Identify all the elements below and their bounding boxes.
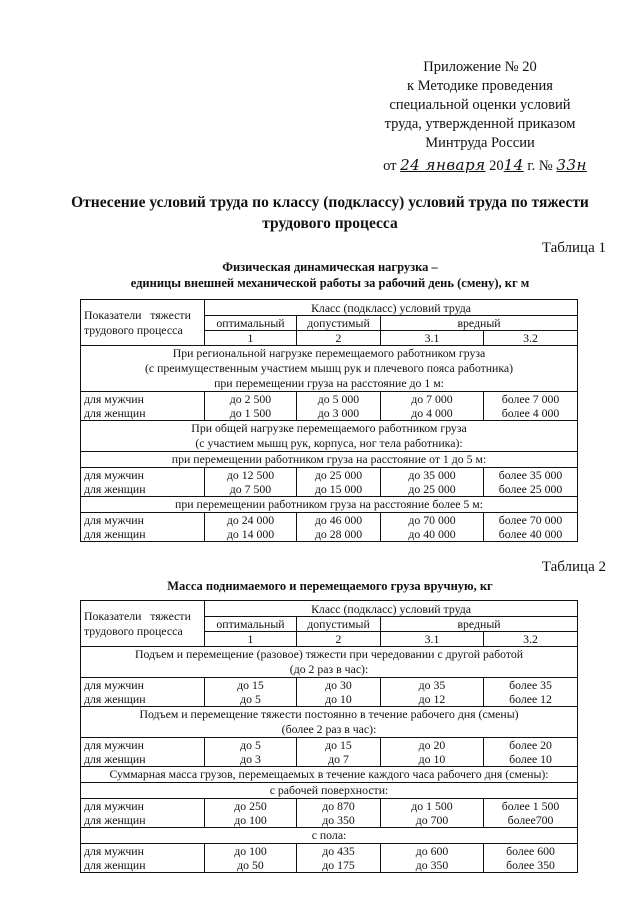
appendix-line: Приложение № 20	[423, 59, 537, 75]
table1-label: Таблица 1	[541, 240, 606, 256]
col-number-1: 1	[205, 331, 297, 346]
row-label-women: для женщин	[84, 813, 146, 827]
cell-value: более 350	[506, 858, 555, 872]
cell-value: до 5	[240, 692, 261, 706]
cell-value: до 7	[328, 752, 349, 766]
cell-value: до 600	[415, 844, 449, 858]
table2-label: Таблица 2	[541, 559, 606, 575]
cell-value: до 7 000	[411, 392, 453, 406]
cell-value: до 1 500	[411, 799, 453, 813]
order-year-handwritten: 14	[503, 156, 524, 174]
cell-value: до 12 500	[226, 468, 275, 482]
cell-value: до 4 000	[411, 406, 453, 420]
appendix-line: труда, утвержденной приказом	[384, 116, 576, 132]
cell-value: более 20	[509, 738, 552, 752]
col-number-3-1: 3.1	[381, 632, 484, 647]
appendix-header	[360, 58, 600, 153]
cell-value: до 25 000	[408, 482, 456, 496]
table-row	[81, 468, 578, 497]
section-title-line: (до 2 раз в час):	[289, 662, 369, 676]
section-subtitle: при перемещении работником груза на расстояние от 1 до 5 м:	[81, 452, 578, 468]
cell-value: до 24 000	[226, 513, 275, 527]
cell-value: до 100	[234, 844, 267, 858]
col-number-3-1: 3.1	[381, 331, 484, 346]
cell-value: более 35 000	[498, 468, 563, 482]
cell-value: до 10	[325, 692, 352, 706]
cell-value: до 40 000	[408, 527, 456, 541]
cell-value: до 175	[322, 858, 355, 872]
row-label-women: для женщин	[84, 406, 146, 420]
table-row	[81, 513, 578, 542]
col-harmful: вредный	[381, 617, 578, 632]
cell-value: до 50	[237, 858, 264, 872]
cell-value: до 70 000	[408, 513, 456, 527]
col-acceptable: допустимый	[297, 316, 381, 331]
table1-indicator-header	[81, 300, 205, 346]
table-row	[81, 799, 578, 828]
row-label-men: для мужчин	[84, 799, 144, 813]
indicator-header-line1: Показатели тяжести	[84, 608, 191, 623]
table-row	[81, 678, 578, 707]
table1-caption-line1: Физическая динамическая нагрузка –	[222, 260, 438, 274]
cell-value: более 40 000	[498, 527, 563, 541]
row-label-women: для женщин	[84, 692, 146, 706]
col-harmful: вредный	[381, 316, 578, 331]
document-title: Отнесение условий труда по классу (подклассу) условий труда по тяжести трудового процесса	[71, 194, 589, 232]
cell-value: до 250	[234, 799, 267, 813]
col-number-1: 1	[205, 632, 297, 647]
section-title-line: При общей нагрузке перемещаемого работником груза	[191, 421, 467, 435]
section-subtitle: с рабочей поверхности:	[81, 783, 578, 799]
cell-value: более 25 000	[498, 482, 563, 496]
cell-value: до 5 000	[317, 392, 360, 406]
cell-value: до 435	[322, 844, 355, 858]
section-title-line: (с участием мышц рук, корпуса, ног тела работника):	[195, 436, 463, 450]
cell-value: до 28 000	[314, 527, 363, 541]
cell-value: до 100	[234, 813, 267, 827]
section-title-line: Подъем и перемещение (разовое) тяжести при чередовании с другой работой	[134, 647, 524, 661]
table-row	[81, 844, 578, 873]
section-title-line: Подъем и перемещение тяжести постоянно в течение рабочего дня (смены)	[139, 707, 519, 721]
order-date-handwritten: 24 января	[400, 156, 486, 174]
col-optimal: оптимальный	[205, 617, 297, 632]
col-number-3-2: 3.2	[484, 632, 578, 647]
appendix-line: Минтруда России	[425, 135, 535, 151]
col-acceptable: допустимый	[297, 617, 381, 632]
order-mid: г. №	[527, 158, 553, 174]
cell-value: более 1 500	[501, 799, 560, 813]
order-prefix: от	[383, 158, 397, 174]
section-subtitle: при перемещении груза на расстояние до 1 м:	[214, 376, 444, 390]
cell-value: более 12	[509, 692, 552, 706]
order-reference	[370, 156, 600, 175]
cell-value: до 14 000	[226, 527, 275, 541]
row-label-women: для женщин	[84, 482, 146, 496]
cell-value: до 350	[415, 858, 449, 872]
cell-value: более 7 000	[501, 392, 560, 406]
cell-value: до 5	[240, 738, 261, 752]
row-label-men: для мужчин	[84, 513, 144, 527]
row-label-women: для женщин	[84, 858, 146, 872]
section-subtitle: при перемещении работником груза на расстояние более 5 м:	[81, 497, 578, 513]
cell-value: до 12	[418, 692, 446, 706]
cell-value: до 15	[237, 678, 264, 692]
appendix-line: к Методике проведения	[407, 78, 553, 94]
row-label-men: для мужчин	[84, 738, 144, 752]
order-year-prefix: 20	[489, 158, 504, 174]
section-title-line: (с преимущественным участием мышц рук и плечевого пояса работника)	[144, 361, 514, 375]
section-title-line: (более 2 раз в час):	[281, 722, 377, 736]
row-label-women: для женщин	[84, 527, 146, 541]
cell-value: более700	[507, 813, 554, 827]
cell-value: до 15	[325, 738, 352, 752]
class-header: Класс (подкласс) условий труда	[205, 300, 578, 316]
col-number-2: 2	[297, 331, 381, 346]
col-optimal: оптимальный	[205, 316, 297, 331]
cell-value: более 4 000	[501, 406, 560, 420]
col-number-3-2: 3.2	[484, 331, 578, 346]
row-label-men: для мужчин	[84, 844, 144, 858]
section-title	[81, 346, 578, 392]
section-title: Суммарная масса грузов, перемещаемых в течение каждого часа рабочего дня (смены):	[81, 767, 578, 783]
row-label-men: для мужчин	[84, 678, 144, 692]
row-label-men: для мужчин	[84, 392, 144, 406]
cell-value: до 35 000	[408, 468, 456, 482]
section-title	[81, 707, 578, 738]
cell-value: до 2 500	[229, 392, 272, 406]
table1	[80, 299, 578, 542]
cell-value: до 15 000	[314, 482, 363, 496]
cell-value: до 3 000	[317, 406, 360, 420]
section-subtitle: с пола:	[81, 828, 578, 844]
table1-caption-line2: единицы внешней механической работы за рабочий день (смену), кг м	[130, 276, 530, 290]
table-row	[81, 738, 578, 767]
cell-value: до 46 000	[314, 513, 363, 527]
cell-value: до 350	[322, 813, 355, 827]
cell-value: до 700	[415, 813, 449, 827]
table-row	[81, 392, 578, 421]
cell-value: более 70 000	[498, 513, 563, 527]
table2-indicator-header	[81, 601, 205, 647]
appendix-line: специальной оценки условий	[389, 97, 571, 113]
indicator-header-line1: Показатели тяжести	[84, 307, 191, 322]
cell-value: до 35	[418, 678, 446, 692]
col-number-2: 2	[297, 632, 381, 647]
row-label-men: для мужчин	[84, 468, 144, 482]
cell-value: до 25 000	[314, 468, 363, 482]
section-title-line: При региональной нагрузке перемещаемого работником груза	[172, 346, 486, 360]
order-number-handwritten: 33н	[556, 156, 587, 174]
cell-value: до 3	[240, 752, 261, 766]
section-title	[81, 647, 578, 678]
table2-caption: Масса поднимаемого и перемещаемого груза вручную, кг	[167, 579, 493, 593]
row-label-women: для женщин	[84, 752, 146, 766]
indicator-header-line2: трудового процесса	[84, 322, 183, 337]
cell-value: до 870	[322, 799, 355, 813]
indicator-header-line2: трудового процесса	[84, 623, 183, 638]
section-title	[81, 421, 578, 452]
cell-value: более 10	[509, 752, 552, 766]
table1-caption	[80, 259, 580, 291]
cell-value: до 10	[418, 752, 446, 766]
table2	[80, 600, 578, 873]
cell-value: до 30	[325, 678, 352, 692]
cell-value: до 1 500	[229, 406, 272, 420]
cell-value: более 35	[509, 678, 552, 692]
cell-value: до 7 500	[229, 482, 272, 496]
cell-value: до 20	[418, 738, 446, 752]
class-header: Класс (подкласс) условий труда	[205, 601, 578, 617]
cell-value: более 600	[506, 844, 555, 858]
